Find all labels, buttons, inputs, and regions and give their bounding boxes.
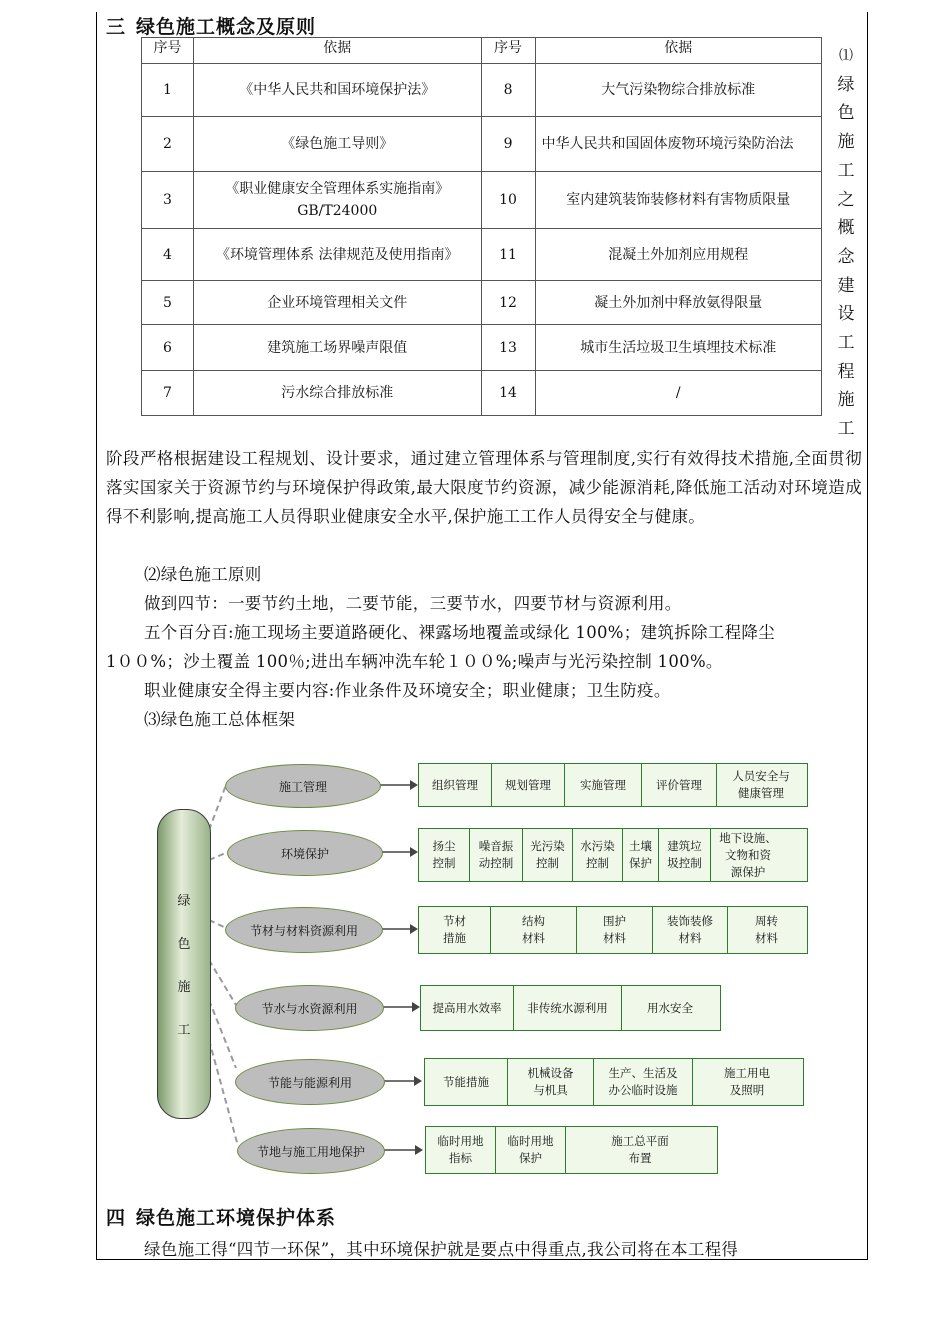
table-cell: 《绿色施工导则》 <box>193 117 481 172</box>
table-cell: 2 <box>142 117 194 172</box>
paragraph-health: 职业健康安全得主要内容:作业条件及环境安全；职业健康；卫生防疫。 <box>144 681 671 700</box>
branch-item-box: 施工总平面 布置 <box>611 1134 669 1165</box>
branch-item-box: 临时用地 指标 <box>426 1127 496 1173</box>
branch-item-box: 节能措施 <box>425 1059 508 1105</box>
paragraph-definition: 阶段严格根据建设工程规划、设计要求，通过建立管理体系与管理制度,实行有效得技术措施,全面贯彻落实国家关于资源节约与环境保护得政策,最大限度节约资源，减少能源消耗,降低施工活动对环境造成得不利影响,提高施工人员得职业健康安全水平,保护施工工作人员得安全与健康。 <box>106 449 862 526</box>
section-4-first-line: 绿色施工得“四节一环保”，其中环境保护就是要点中得重点,我公司将在本工程得 <box>144 1240 739 1259</box>
branch-item-box: 围护 材料 <box>577 907 653 953</box>
vertical-char: 色 <box>837 103 855 124</box>
green-construction-pillar <box>157 809 211 1119</box>
branch-item-box: 光污染 控制 <box>523 829 573 881</box>
table-cell: 10 <box>481 172 535 229</box>
vertical-char: 工 <box>837 160 855 181</box>
branch-items <box>424 1058 804 1106</box>
vertical-char: 念 <box>837 246 855 267</box>
table-cell: 3 <box>142 172 194 229</box>
branch-item-box: 机械设备 与机具 <box>508 1059 594 1105</box>
section-3-heading: 三 绿色施工概念及原则 <box>106 16 317 38</box>
table-cell: 7 <box>142 371 194 416</box>
vertical-char: 之 <box>837 189 855 210</box>
table-cell: 《环境管理体系 法律规范及使用指南》 <box>193 229 481 281</box>
vertical-char: 绿 <box>837 74 855 95</box>
paragraph-four-savings: 做到四节：一要节约土地，二要节能，三要节水，四要节材与资源利用。 <box>144 594 682 613</box>
branch-oval: 环境保护 <box>227 830 383 876</box>
branch-item-box: 水污染 控制 <box>573 829 623 881</box>
vertical-char: 建 <box>837 275 855 296</box>
branch-item-box: 噪音振 动控制 <box>470 829 523 881</box>
pillar-char: 施 <box>177 980 191 995</box>
table-cell: / <box>535 371 822 416</box>
table-cell: 8 <box>481 64 535 117</box>
branch-item-box: 评价管理 <box>642 764 717 806</box>
table-cell: 《中华人民共和国环境保护法》 <box>193 64 481 117</box>
branch-oval: 节材与材料资源利用 <box>225 907 383 953</box>
table-cell: 城市生活垃圾卫生填埋技术标准 <box>535 325 822 371</box>
branch-oval: 节地与施工用地保护 <box>237 1128 385 1174</box>
table-cell: 12 <box>481 281 535 325</box>
vertical-char: ⑴ <box>839 48 853 64</box>
pillar-char: 绿 <box>177 894 191 909</box>
branch-item-box: 生产、生活及 办公临时设施 <box>594 1059 693 1105</box>
branch-item-box: 组织管理 <box>419 764 492 806</box>
branch-item-box: 非传统水源利用 <box>514 986 622 1030</box>
table-cell: 室内建筑装饰装修材料有害物质限量 <box>535 172 822 229</box>
table-cell: 5 <box>142 281 194 325</box>
table-cell: 混凝土外加剂应用规程 <box>535 229 822 281</box>
table-cell: 大气污染物综合排放标准 <box>535 64 822 117</box>
branch-item-box: 实施管理 <box>565 764 642 806</box>
branch-oval: 施工管理 <box>225 764 381 808</box>
branch-item-box: 建筑垃 圾控制 <box>659 829 711 881</box>
pillar-char: 工 <box>177 1023 191 1038</box>
heading-principles: ⑵绿色施工原则 <box>144 565 262 584</box>
branch-items <box>420 985 721 1031</box>
branch-items <box>418 906 808 954</box>
table-cell: 1 <box>142 64 194 117</box>
table-cell: 中华人民共和国固体废物环境污染防治法 <box>535 117 822 172</box>
section-4-heading: 四 绿色施工环境保护体系 <box>106 1207 337 1229</box>
branch-item-box: 土壤 保护 <box>623 829 659 881</box>
table-cell: 6 <box>142 325 194 371</box>
branch-item-box: 提高用水效率 <box>421 986 514 1030</box>
header-cell: 序号 <box>481 38 535 64</box>
branch-item-box: 装饰装修 材料 <box>653 907 728 953</box>
vertical-char: 设 <box>837 304 855 325</box>
branch-items <box>418 828 808 882</box>
table-cell: 建筑施工场界噪声限值 <box>193 325 481 371</box>
table-cell: 14 <box>481 371 535 416</box>
paragraph-five-100-b: 1００%；沙土覆盖 100％;进出车辆冲洗车轮１００%;噪声与光污染控制 100%。 <box>106 652 723 671</box>
branch-items <box>425 1126 718 1174</box>
branch-items <box>418 763 808 807</box>
branch-item-box: 人员安全与 健康管理 <box>732 769 790 800</box>
header-cell: 序号 <box>142 38 194 64</box>
branch-item-box: 扬尘 控制 <box>419 829 470 881</box>
vertical-char: 程 <box>837 361 855 382</box>
branch-oval: 节水与水资源利用 <box>235 985 384 1031</box>
branch-item-box: 节材 措施 <box>419 907 491 953</box>
branch-item-box: 周转 材料 <box>755 914 778 945</box>
branch-item-box: 用水安全 <box>647 1000 693 1015</box>
table-cell: 9 <box>481 117 535 172</box>
header-cell: 依据 <box>535 38 822 64</box>
heading-framework: ⑶绿色施工总体框架 <box>144 710 296 729</box>
vertical-char: 施 <box>837 132 855 153</box>
table-cell: 凝土外加剂中释放氨得限量 <box>535 281 822 325</box>
branch-oval: 节能与能源利用 <box>235 1059 385 1105</box>
paragraph-five-100-a: 五个百分百:施工现场主要道路硬化、裸露场地覆盖或绿化 100%；建筑拆除工程降尘 <box>144 623 775 642</box>
table-cell: 11 <box>481 229 535 281</box>
header-cell: 依据 <box>193 38 481 64</box>
vertical-char: 施 <box>837 390 855 411</box>
branch-item-box: 施工用电 及照明 <box>724 1066 770 1097</box>
table-cell: 13 <box>481 325 535 371</box>
pillar-char: 色 <box>177 937 191 952</box>
table-cell: 4 <box>142 229 194 281</box>
vertical-char: 概 <box>837 218 855 239</box>
table-cell: 企业环境管理相关文件 <box>193 281 481 325</box>
branch-item-box: 地下设施、 文物和资 源保护 <box>719 830 777 879</box>
branch-item-box: 临时用地 保护 <box>496 1127 566 1173</box>
branch-item-box: 结构 材料 <box>491 907 577 953</box>
vertical-char: 工 <box>837 419 855 440</box>
table-cell: 《职业健康安全管理体系实施指南》GB/T24000 <box>193 172 481 229</box>
branch-item-box: 规划管理 <box>492 764 565 806</box>
table-cell: 污水综合排放标准 <box>193 371 481 416</box>
vertical-char: 工 <box>837 333 855 354</box>
